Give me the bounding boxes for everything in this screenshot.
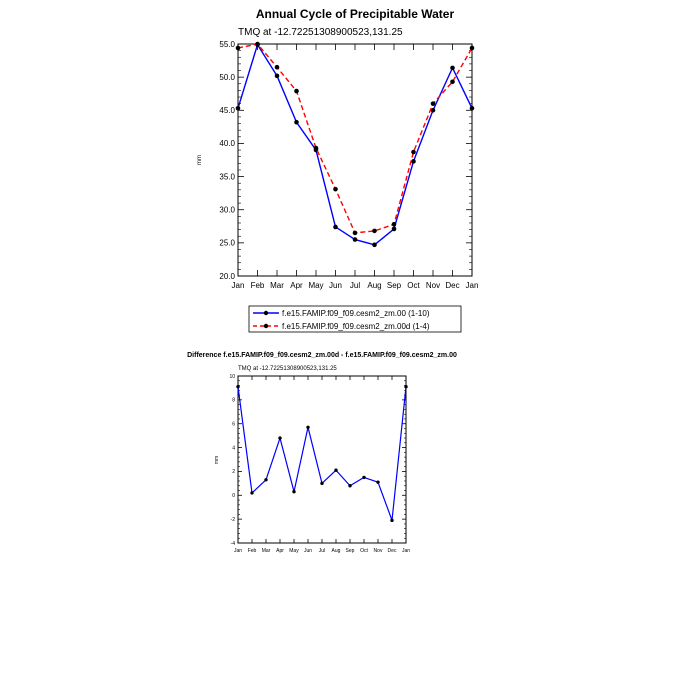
chart-1-series-2-point [255,42,260,47]
chart-1-title: Annual Cycle of Precipitable Water [255,7,455,21]
chart-2-xtick-label: Oct [360,548,368,554]
chart-1-plot [219,40,478,290]
chart-1-series-1-point [411,159,416,164]
chart-1-xtick-label: Feb [250,281,265,290]
chart-1-series-2-point [236,46,241,51]
chart-1-ytick-label: 45.0 [219,106,235,116]
chart-1-series-2-point [392,222,397,227]
chart-2-xtick-label: Feb [247,548,257,554]
chart-1-series-1-point [470,106,475,111]
legend-label-series-2: f.e15.FAMIP.f09_f09.cesm2_zm.00d (1-4) [282,322,430,331]
chart-1-xtick-label: Aug [367,281,382,290]
chart-1-xtick-label: Jan [465,281,479,290]
chart-2-ylabel: mm [214,455,220,465]
chart-1-series-2-point [431,101,436,106]
chart-1-ytick-label: 55.0 [219,39,235,49]
chart-2-xtick-label: Sep [345,548,355,554]
chart-2-series-1-point [334,469,337,472]
chart-1-ytick-label: 25.0 [219,238,235,248]
chart-1-ytick-label: 35.0 [219,172,235,182]
chart-2-xtick-label: Jan [233,548,243,554]
chart-2-xtick-label: May [289,548,299,554]
chart-1-series-2-point [275,65,280,70]
chart-2-ytick-label: 6 [232,421,235,428]
chart-2-title: Difference f.e15.FAMIP.f09_f09.cesm2_zm.00d - f.e15.FAMIP.f09_f09.cesm2_zm.00 [187,352,457,359]
chart-2-plot [229,374,410,554]
chart-1-series-2-point [470,46,475,51]
chart-1-ytick-label: 40.0 [219,139,235,149]
chart-2-series-1-point [376,480,379,483]
chart-2-xtick-label: Jan [401,548,411,554]
legend-label-series-1: f.e15.FAMIP.f09_f09.cesm2_zm.00 (1-10) [282,309,430,318]
chart-1-xtick-label: Jul [349,281,361,290]
chart-1-xtick-label: Jan [231,281,245,290]
chart-2-xtick-label: Apr [276,548,284,554]
chart-1-xtick-label: Nov [425,281,441,290]
chart-1-series-1-point [392,227,397,232]
chart-1-xtick-label: Apr [290,281,303,290]
chart-2-xtick-label: Mar [261,548,271,554]
chart-2-subtitle: TMQ at -12.72251308900523,131.25 [238,366,337,372]
chart-1-series-2-point [333,187,338,192]
chart-1-series-1-point [294,120,299,125]
chart-2-ytick-label: 4 [232,445,235,452]
chart-2-series-1-point [320,482,323,485]
chart-1-series-2-line [238,44,472,233]
chart-1-series-2-point [411,150,416,155]
chart-2-series-1-point [362,476,365,479]
legend-marker-series-2 [264,324,268,328]
chart-1-xtick-label: Mar [270,281,284,290]
legend-marker-series-1 [264,311,268,315]
chart-1-series-1-point [353,237,358,242]
chart-1-series-1-point [372,243,377,248]
chart-2-series-1-point [390,519,393,522]
chart-1-series-2-point [294,89,299,94]
chart-1-series-1-point [236,106,241,111]
chart-1-series-2-point [314,146,319,151]
chart-2-xtick-label: Dec [387,548,397,554]
chart-2-series-1-point [292,490,295,493]
chart-1-xtick-label: Sep [386,281,402,290]
chart-1-series-2-point [450,79,455,84]
chart-2-ytick-label: 2 [232,469,235,476]
chart-1-xtick-label: Dec [445,281,460,290]
chart-2-series-1-point [250,491,253,494]
chart-2-series-1-point [278,436,281,439]
chart-1-xtick-label: May [308,281,324,290]
chart-2-series-1-point [264,478,267,481]
chart-2-plot-frame [238,376,406,543]
chart-2-series-1-point [306,426,309,429]
chart-1-xtick-label: Oct [407,281,420,290]
chart-1-series-1-point [450,66,455,71]
chart-2-xtick-label: Nov [373,548,383,554]
chart-1-ytick-label: 30.0 [219,205,235,215]
chart-1-series-1-point [275,74,280,79]
chart-1-subtitle: TMQ at -12.72251308900523,131.25 [238,27,403,38]
chart-2-xtick-label: Jul [318,548,326,554]
chart-1-series-2-point [353,231,358,236]
chart-2-ytick-label: -2 [230,516,235,523]
chart-2-xtick-label: Jun [303,548,313,554]
chart-2-ytick-label: -4 [230,540,235,547]
chart-1-series-1-point [333,225,338,230]
chart-1-ylabel: mm [197,155,203,165]
chart-1-ytick-label: 20.0 [219,271,235,281]
chart-2-ytick-label: 10 [229,373,235,380]
chart-1-series-2-point [372,229,377,234]
chart-1-xtick-label: Jun [329,281,342,290]
chart-2-series-1-point [348,484,351,487]
chart-1-ytick-label: 50.0 [219,72,235,82]
chart-2-ytick-label: 0 [232,493,235,500]
chart-2-series-1-point [236,385,239,388]
chart-2-series-1-line [238,387,406,521]
chart-1-legend [249,306,461,332]
chart-2-ytick-label: 8 [232,397,235,404]
chart-2-xtick-label: Aug [331,548,341,554]
chart-2-series-1-point [404,385,407,388]
chart-1-series-1-line [238,45,472,245]
